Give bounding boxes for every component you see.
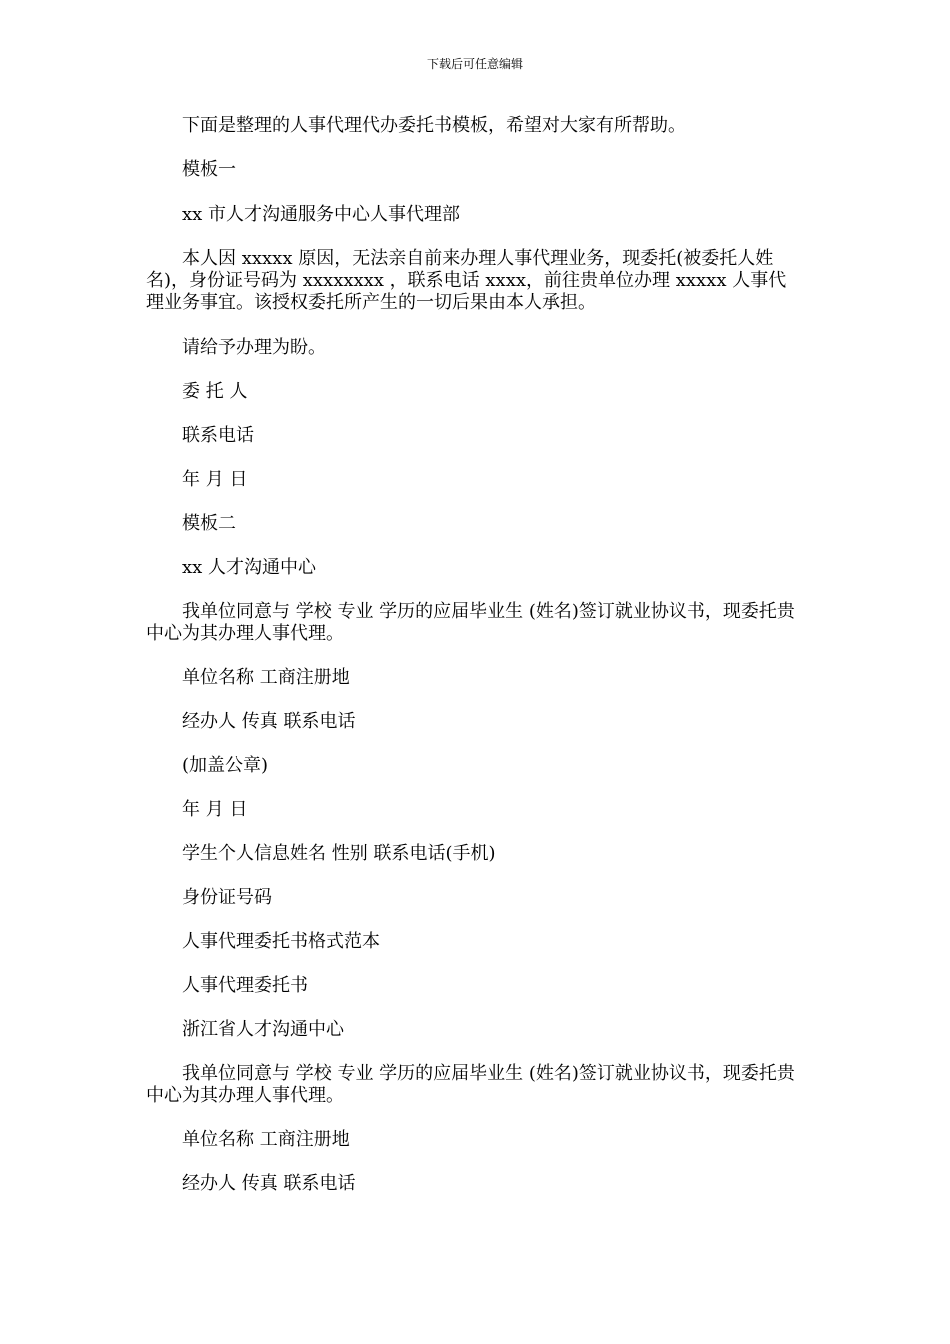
authorization-paragraph: 本人因 xxxxx 原因，无法亲自前来办理人事代理业务，现委托(被委托人姓名)，身份证号码为 xxxxxxxx ，联系电话 xxxx，前往贵单位办理 xxxxx 人事代理业务事宜。该授权委托所产生的一切后果由本人承担。 — [146, 248, 787, 313]
format-sample-heading: 人事代理委托书格式范本 — [182, 931, 380, 952]
proxy-letter-heading: 人事代理委托书 — [182, 975, 308, 996]
intro-paragraph: 下面是整理的人事代理代办委托书模板，希望对大家有所帮助。 — [182, 115, 686, 136]
principal-label: 委 托 人 — [182, 381, 248, 402]
request-line: 请给予办理为盼。 — [182, 337, 326, 358]
unit-name-line-two: 单位名称 工商注册地 — [182, 1129, 350, 1150]
consent-paragraph-two: 我单位同意与 学校 专业 学历的应届毕业生 (姓名)签订就业协议书，现委托贵中心为其办理人事代理。 — [146, 1063, 795, 1106]
template-one-heading: 模板一 — [182, 159, 236, 180]
date-line-one: 年 月 日 — [182, 469, 248, 490]
handler-line-two: 经办人 传真 联系电话 — [182, 1173, 356, 1194]
contact-phone-label: 联系电话 — [182, 425, 254, 446]
id-number-line: 身份证号码 — [182, 887, 272, 908]
template-two-heading: 模板二 — [182, 513, 236, 534]
student-info-line: 学生个人信息姓名 性别 联系电话(手机) — [182, 843, 496, 864]
addressee-three: 浙江省人才沟通中心 — [182, 1019, 344, 1040]
consent-paragraph-one: 我单位同意与 学校 专业 学历的应届毕业生 (姓名)签订就业协议书，现委托贵中心为其办理人事代理。 — [146, 601, 795, 644]
addressee-two: xx 人才沟通中心 — [182, 557, 317, 578]
addressee-one: xx 市人才沟通服务中心人事代理部 — [182, 204, 461, 225]
page-header: 下载后可任意编辑 — [426, 57, 523, 71]
handler-line-one: 经办人 传真 联系电话 — [182, 711, 356, 732]
unit-name-line-one: 单位名称 工商注册地 — [182, 667, 350, 688]
date-line-two: 年 月 日 — [182, 799, 248, 820]
seal-line: (加盖公章) — [182, 755, 269, 776]
